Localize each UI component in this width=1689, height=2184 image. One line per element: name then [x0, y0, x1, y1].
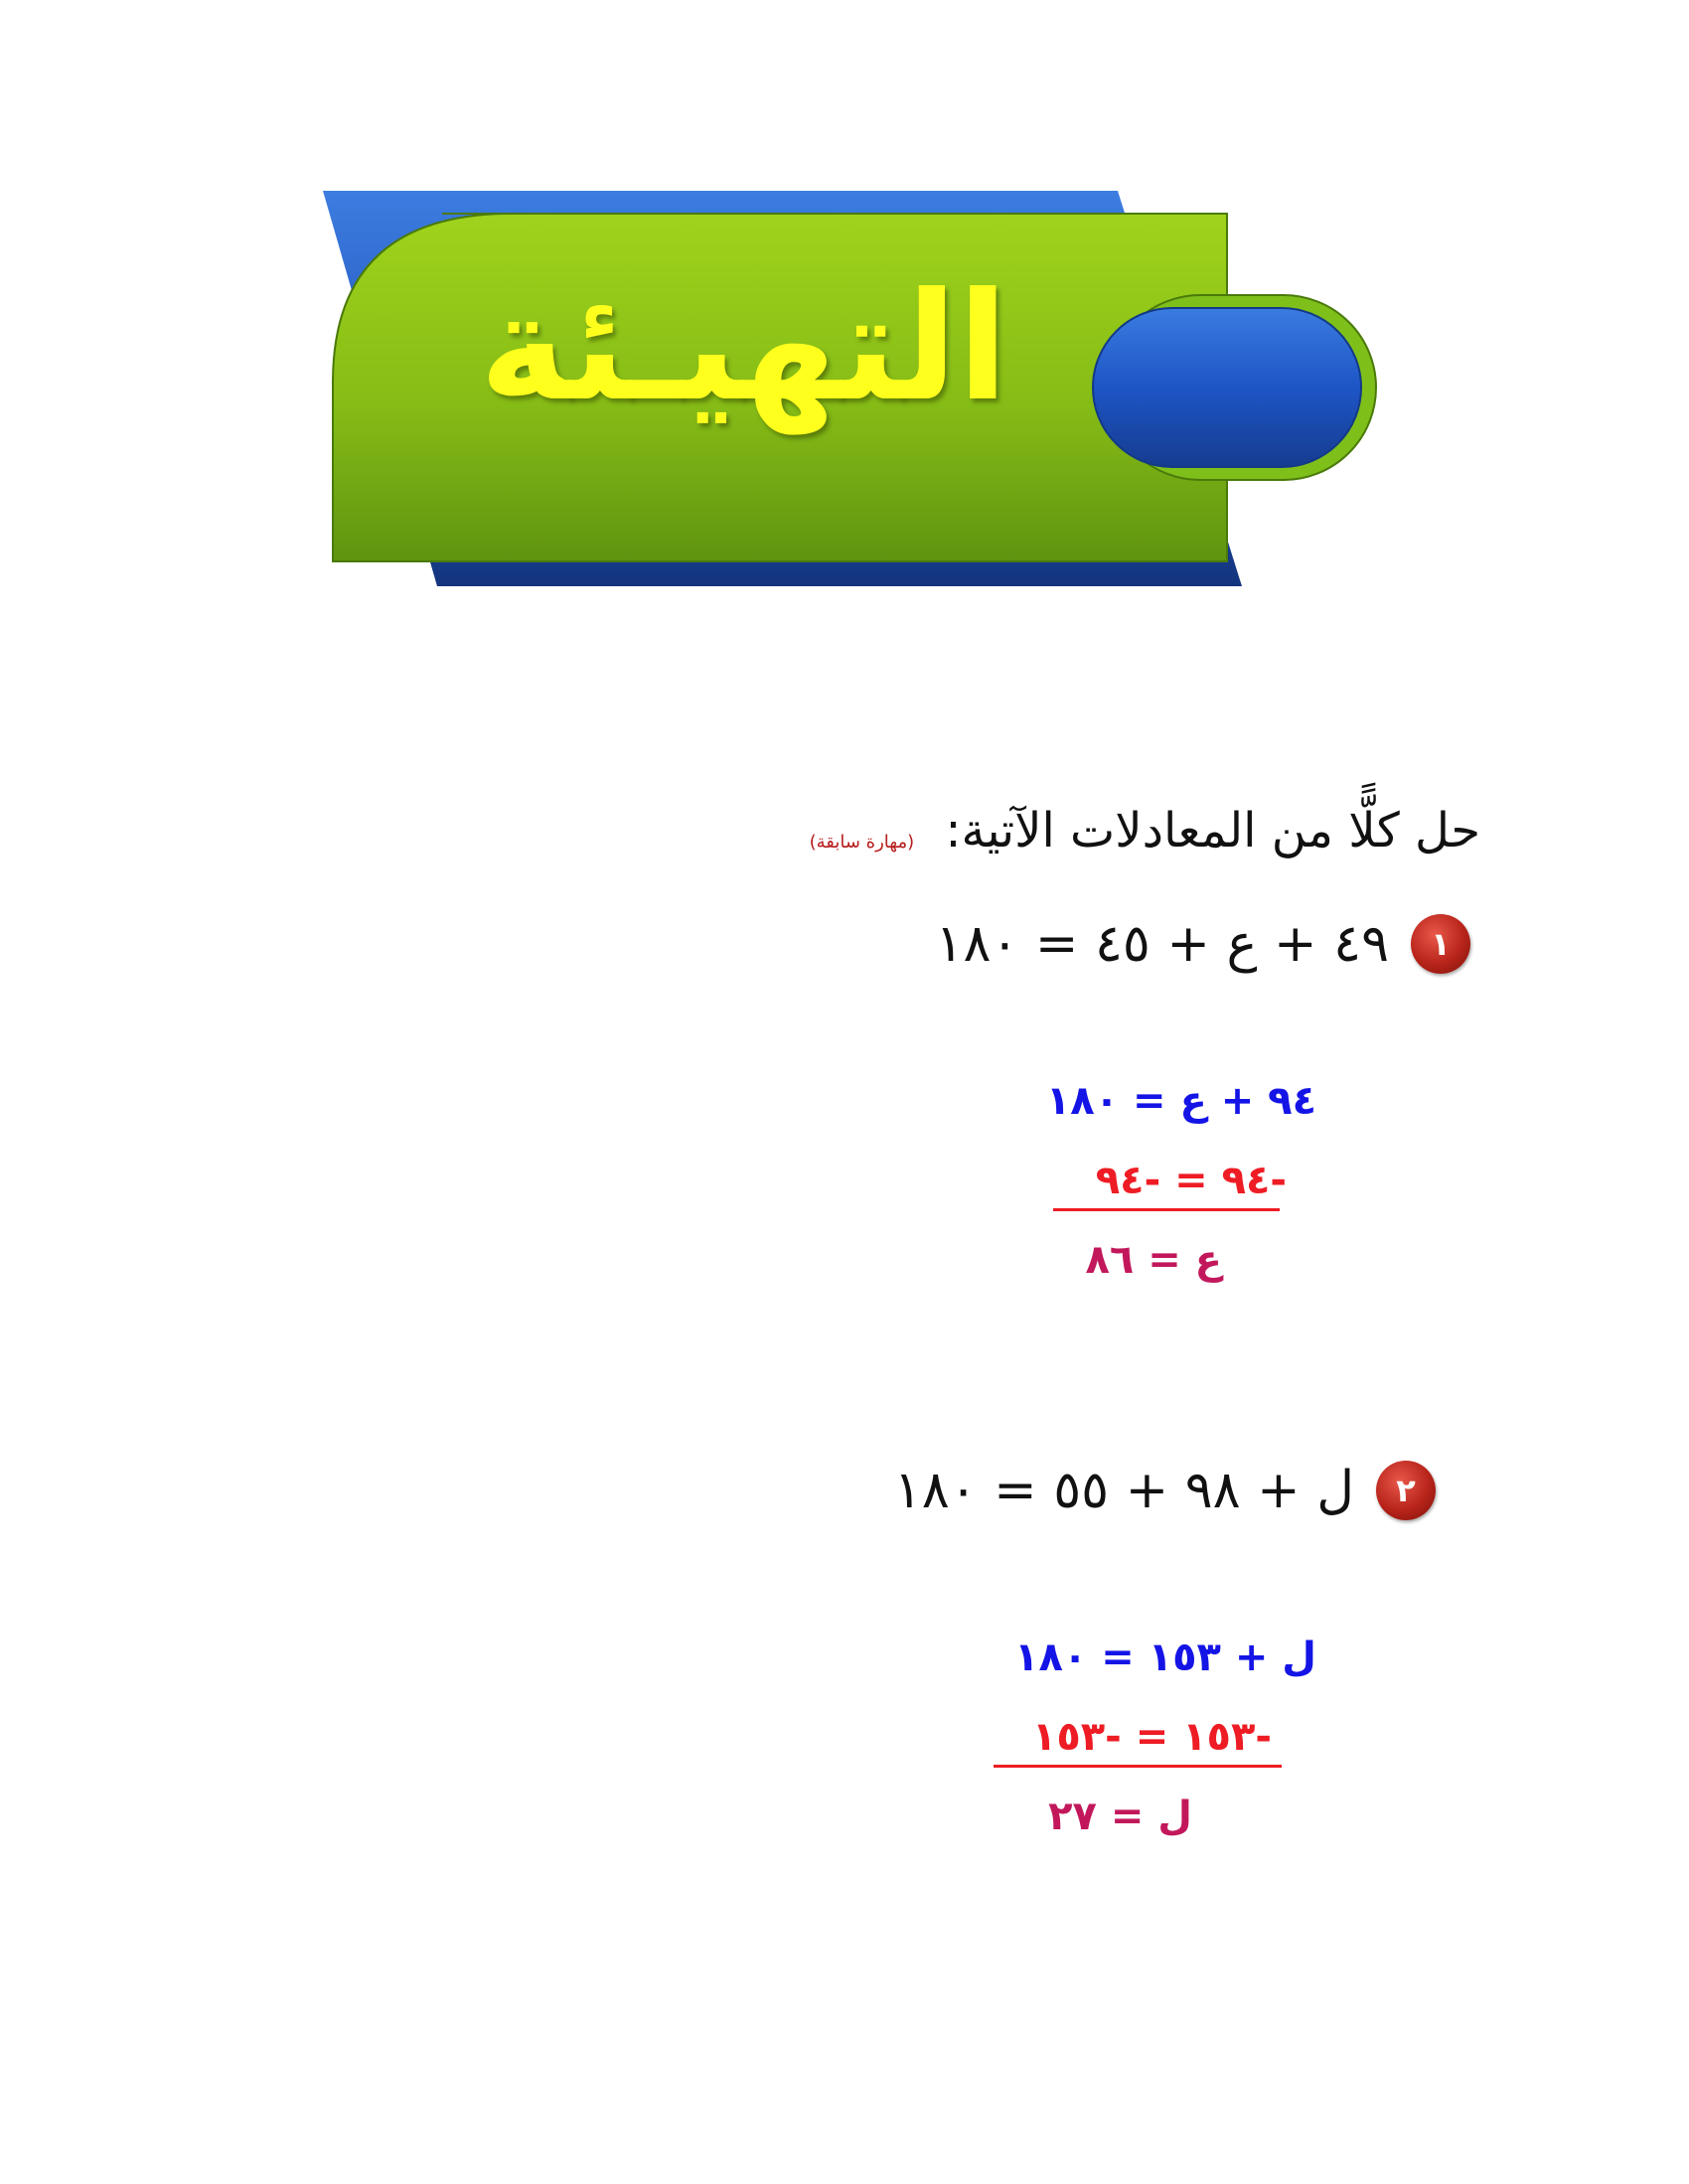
step-2-divider: [994, 1765, 1282, 1768]
problem-2: [894, 1461, 1436, 1520]
step-2-line-2: -١٥٣ = -١٥٣: [1031, 1714, 1272, 1760]
step-1-line-2: -٩٤ = -٩٤: [1095, 1158, 1287, 1203]
step-2-line-1: ل + ١٥٣ = ١٨٠: [1014, 1635, 1316, 1680]
problem-number-badge: ١: [1411, 914, 1470, 974]
step-1-line-1: ٩٤ + ع = ١٨٠: [1045, 1078, 1316, 1124]
step-1-line-3: ع = ٨٦: [1085, 1237, 1222, 1283]
skill-tag: (مهارة سابقة): [809, 832, 915, 853]
instruction-text: حل كلًّا من المعادلات الآتية:: [945, 803, 1480, 858]
problem-equation: ل + ٩٨ + ٥٥ = ١٨٠: [893, 1461, 1354, 1520]
banner-title: التهيـئة: [479, 261, 1008, 434]
problem-1: [936, 914, 1470, 974]
problem-equation: ٤٩ + ع + ٤٥ = ١٨٠: [935, 914, 1389, 974]
step-2-line-3: ل = ٢٧: [1048, 1794, 1192, 1839]
section-banner: [298, 169, 1391, 606]
problem-number-badge: ٢: [1376, 1461, 1436, 1520]
instruction-line: [810, 803, 1480, 858]
step-1-divider: [1053, 1208, 1280, 1211]
